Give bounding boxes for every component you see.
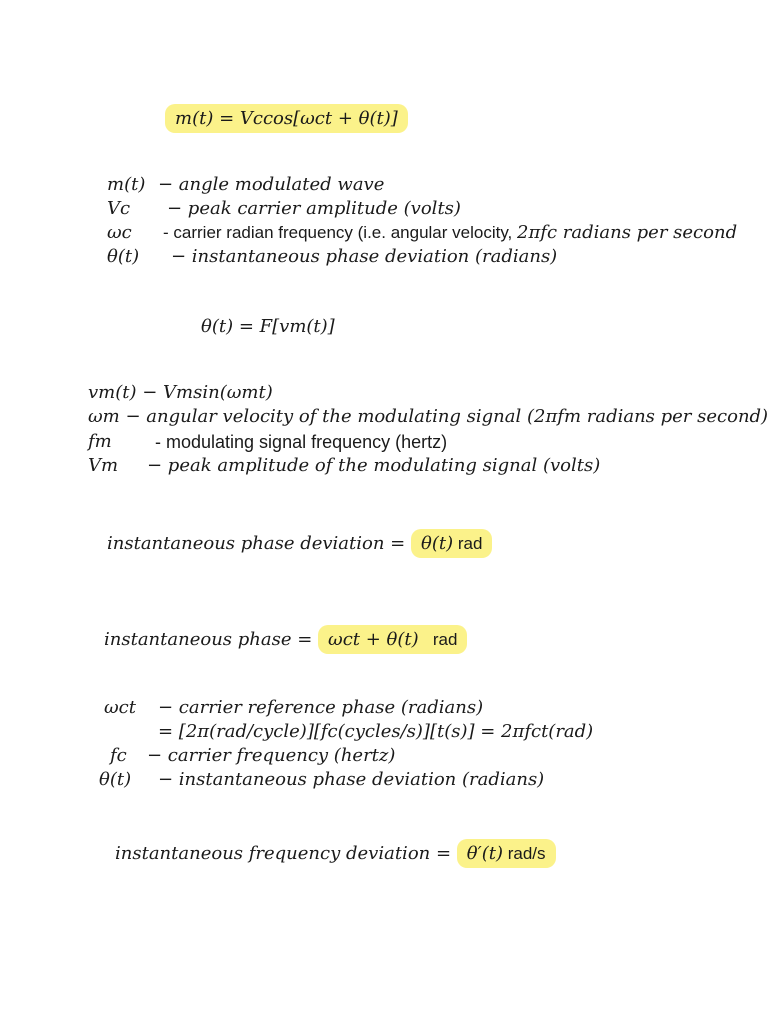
eq4-unit: rad <box>418 630 458 649</box>
def-symbol-wct: ω𝑐t <box>104 697 136 718</box>
equation-text: m(t) = V𝑐cos[ω𝑐t + θ(t)] <box>175 108 398 129</box>
def-symbol-theta-2: θ(t) <box>99 769 132 790</box>
def-desc-fc: − carrier frequency (hertz) <box>147 745 396 766</box>
def-desc-wc <box>163 222 737 244</box>
def-desc-theta-2: − instantaneous phase deviation (radians) <box>158 769 545 790</box>
eq3-lhs: instantaneous phase deviation = <box>107 533 411 554</box>
def-carrier-phase-expansion: = [2π(rad/cycle)][f𝑐(cycles/s)][t(s)] = 2πf𝑐t(rad) <box>158 721 594 742</box>
def-desc-theta: − instantaneous phase deviation (radians) <box>171 246 558 267</box>
eq5-math: θ′(t) <box>466 843 503 864</box>
equation-angle-modulated-wave <box>175 108 408 130</box>
eq3-unit: rad <box>453 534 483 553</box>
equation-instantaneous-phase-deviation <box>107 533 492 555</box>
highlight <box>165 104 408 133</box>
def-desc-fm: - modulating signal frequency (hertz) <box>155 432 448 452</box>
def-symbol-vc: V𝑐 <box>107 198 131 219</box>
def-symbol-fm: f𝑚 <box>88 431 112 452</box>
eq4-math: ω𝑐t + θ(t) <box>328 629 419 650</box>
def-desc-wc-math: 2πf𝑐 radians per second <box>517 222 738 243</box>
highlight <box>411 529 492 558</box>
def-desc-vm: − peak amplitude of the modulating signal (volts) <box>147 455 601 476</box>
eq5-lhs: instantaneous frequency deviation = <box>115 843 457 864</box>
highlight <box>318 625 467 654</box>
equation-instantaneous-phase <box>104 629 467 651</box>
def-desc-wc-text: - carrier radian frequency (i.e. angular velocity, <box>163 223 518 242</box>
highlight <box>457 839 556 868</box>
def-vm-signal: v𝑚(t) − V𝑚sin(ω𝑚t) <box>88 382 273 403</box>
def-wm: ω𝑚 − angular velocity of the modulating signal (2πf𝑚 radians per second) <box>88 406 768 427</box>
def-symbol-wc: ω𝑐 <box>107 222 132 243</box>
eq3-math: θ(t) <box>420 533 454 554</box>
def-symbol-m: m(t) <box>107 174 146 195</box>
def-desc-m: − angle modulated wave <box>158 174 385 195</box>
eq5-unit: rad/s <box>502 844 546 863</box>
def-symbol-fc: f𝑐 <box>110 745 127 766</box>
eq4-lhs: instantaneous phase = <box>104 629 319 650</box>
equation-instantaneous-frequency-deviation <box>115 843 556 865</box>
def-symbol-vm: V𝑚 <box>88 455 119 476</box>
equation-phase-function: θ(t) = F[v𝑚(t)] <box>201 316 335 337</box>
def-desc-wct: − carrier reference phase (radians) <box>158 697 484 718</box>
def-desc-vc: − peak carrier amplitude (volts) <box>167 198 461 219</box>
def-symbol-theta: θ(t) <box>107 246 140 267</box>
